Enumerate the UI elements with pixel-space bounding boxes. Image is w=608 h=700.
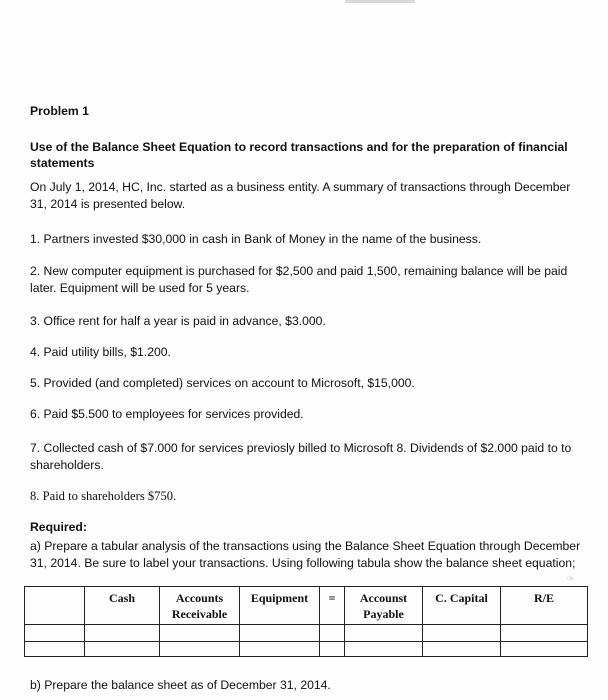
transaction-7-line-1: 7. Collected cash of $7.000 for services previosly billed to Microsoft 8. Dividends of $2.000 paid to to	[30, 441, 572, 455]
transaction-4: 4. Paid utility bills, $1.200.	[30, 345, 171, 359]
intro-line-1: On July 1, 2014, HC, Inc. started as a business entity. A summary of transactions through December	[30, 180, 571, 194]
table-row	[25, 625, 588, 642]
header-accounts-payable: Accounst Payable	[345, 587, 423, 625]
intro-line-2: 31, 2014 is presented below.	[30, 197, 186, 211]
header-capital: C. Capital	[423, 587, 501, 625]
problem-title: Problem 1	[30, 104, 89, 118]
header-equals: =	[320, 587, 345, 625]
blank-header-cell	[25, 587, 85, 625]
requirement-a-line-1: a) Prepare a tabular analysis of the transactions using the Balance Sheet Equation through December	[30, 539, 581, 553]
heading-line-2: statements	[30, 156, 95, 170]
balance-sheet-equation-table	[24, 586, 588, 657]
transaction-8: 8. Paid to shareholders $750.	[30, 489, 177, 503]
header-retained-earnings: R/E	[501, 587, 588, 625]
scan-smudge	[345, 0, 415, 3]
transaction-2-line-1: 2. New computer equipment is purchased for $2,500 and paid 1,500, remaining balance will be paid	[30, 264, 568, 278]
requirement-b: b) Prepare the balance sheet as of December 31, 2014.	[30, 678, 331, 692]
transaction-5: 5. Provided (and completed) services on account to Microsoft, $15,000.	[30, 376, 415, 390]
transaction-3: 3. Office rent for half a year is paid in advance, $3.000.	[30, 314, 326, 328]
transaction-2-line-2: later. Equipment will be used for 5 years.	[30, 281, 250, 295]
header-accounts-receivable: Accounts Receivable	[160, 587, 240, 625]
table-header-row	[25, 587, 588, 625]
scan-mark: ->	[566, 574, 574, 583]
table-row	[25, 642, 588, 657]
transaction-6: 6. Paid $5.500 to employees for services provided.	[30, 407, 304, 421]
transaction-7-line-2: shareholders.	[30, 458, 104, 472]
heading-line-1: Use of the Balance Sheet Equation to record transactions and for the preparation of financial	[30, 140, 568, 154]
required-label: Required:	[30, 520, 87, 534]
header-equipment: Equipment	[240, 587, 320, 625]
transaction-1: 1. Partners invested $30,000 in cash in Bank of Money in the name of the business.	[30, 232, 482, 246]
header-cash: Cash	[85, 587, 160, 625]
requirement-a-line-2: 31, 2014. Be sure to label your transactions. Using following tabula show the balance sheet equation;	[30, 556, 576, 570]
